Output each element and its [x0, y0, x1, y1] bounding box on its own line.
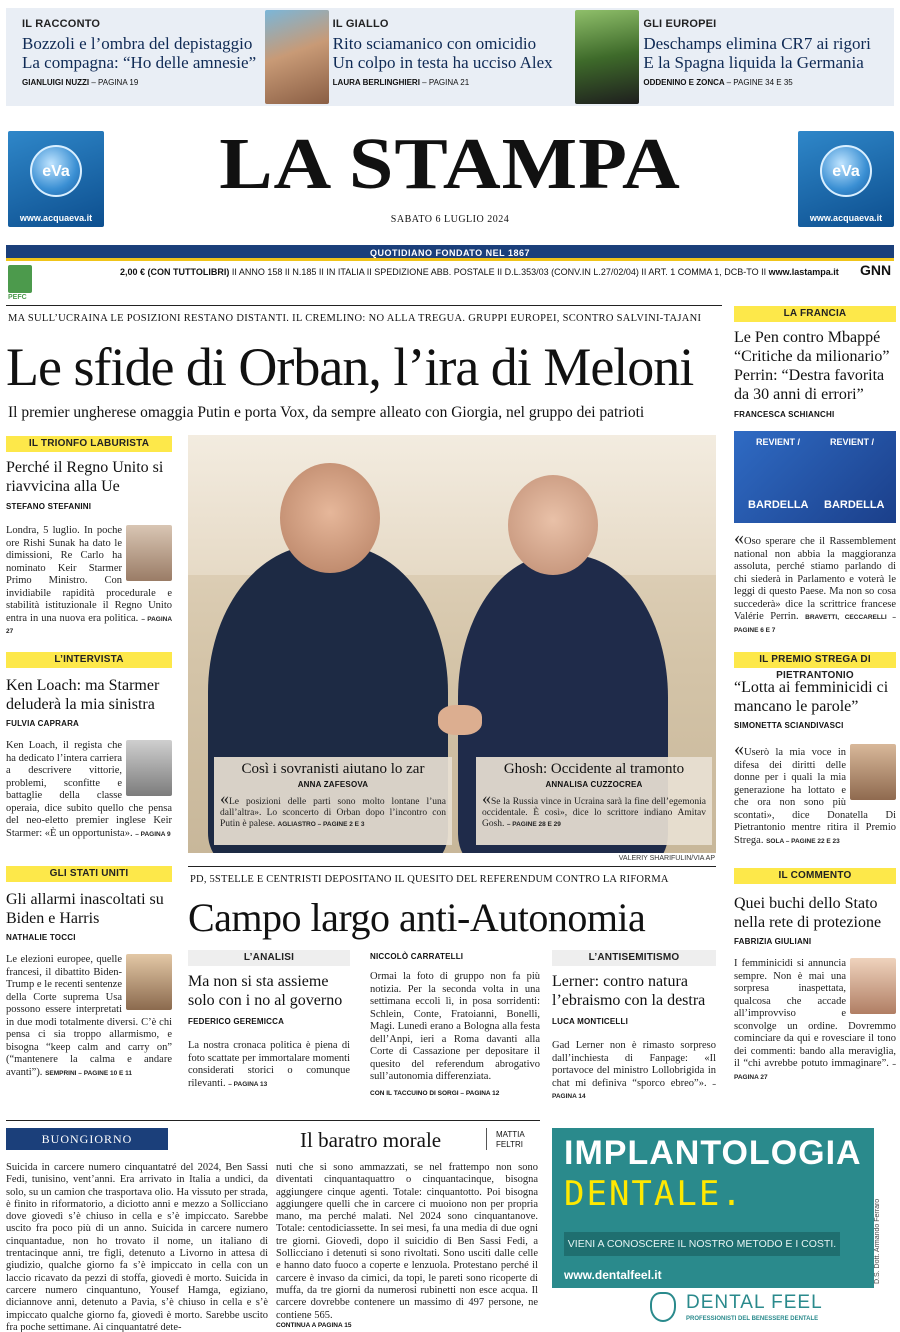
founded-bar: QUOTIDIANO FONDATO NEL 1867: [6, 245, 894, 261]
divider: [6, 1120, 540, 1121]
lead-headline[interactable]: Le sfide di Orban, l’ira di Meloni: [6, 337, 694, 397]
section-label: IL TRIONFO LABURISTA: [6, 436, 172, 452]
campaign-poster-photo: [734, 431, 896, 523]
article-author: FULVIA CAPRARA: [6, 719, 80, 728]
issue-date: SABATO 6 LUGLIO 2024: [390, 214, 510, 225]
pefc-label: PEFC: [8, 294, 27, 301]
article-body: I femminicidi si annuncia sempre. Non è mai una sorpresa inaspettata, qualcosa che accade all’improvviso e sconvolge un ordine. Dovremmo cominciare da qui e rovesciare il tono dei commenti: bando alla meraviglia, il “chi avrebbe potuto immaginare”. – PAGINA 27: [734, 958, 896, 1081]
section-label: L’INTERVISTA: [6, 652, 172, 668]
teaser-photo: [575, 10, 639, 104]
ad-doctor: D.S. Dott. Armando Ferraro: [874, 1198, 881, 1284]
article-author: FABRIZIA GIULIANI: [734, 937, 812, 946]
teaser-giallo[interactable]: [273, 8, 584, 106]
analisi-article[interactable]: [188, 950, 350, 1090]
article-author: NICCOLÒ CARRATELLI: [370, 952, 464, 961]
pefc-logo-icon: [8, 265, 32, 293]
teaser-strip: [6, 8, 894, 106]
putin-head: [508, 475, 598, 575]
section-label: IL PREMIO STREGA DI PIETRANTONIO: [734, 652, 896, 668]
article-body: «Userò la mia voce in difesa dei diritti delle donne per i quali la mia generazione ha lottato e che ora non sono più scontati», dice Donatella Di Pietrantonio mentre ritira il Premio Strega. SOLA – PAGINE 22 E 23: [734, 738, 896, 846]
article-title: Perché il Regno Unito si riavvicina alla Ue: [6, 459, 164, 495]
article-body: Londra, 5 luglio. In poche ore Rishi Sunak ha dato le dimissioni, Re Carlo ha nominato Keir Starmer Primo Ministro. Con invidiabile rapidità procedurale e stabilità istituzionale il Regno Unito entra in una nuova era politica. – PAGINA 27: [6, 525, 173, 635]
article-body: La nostra cronaca politica è piena di foto scattate per immortalare momenti considerati storici o comunque rilevanti. – PAGINA 13: [188, 1040, 350, 1089]
article-author: STEFANO STEFANINI: [6, 502, 92, 511]
article-body: Le elezioni europee, quelle francesi, il dibattito Biden-Trump e le recenti sentenze della Corte suprema Usa possono essere interpretati in due modi totalmente diversi. C’è chi pensa ci sia troppo allarmismo, e bisogna “keep calm and carry on” (“mantenere la calma e andare avanti”). SEMPRINI – PAGINE 10 E 11: [6, 954, 172, 1078]
buongiorno-col1: Suicida in carcere numero cinquantatré del 2024, Ben Sassi Fedi, tunisino, vent’anni. Era arrivato in Italia a undici, da solo, su un camion che trasportava olio. Ha vissuto per strada, è finito in riformatorio, a diciotto anni e mezzo a Sollicciano dove giovedì s’è chiuso in cella e s’è impiccato. Sarebbe uscito fra poco più di un anno. Suicida in carcere numero cinquantadue, non ho trovato il nome, un italiano di trentacinque anni, tre figli, detenuto a Livorno in attesa di giudizio, qualche giorno fa s’è impiccato in cella con un laccio ricavato da pezzi di stoffa, giovedì è morto. Suicida in carcere numero cinquantuno, Yousef Hamga, egiziano, diciannove anni, detenuto a Pavia, s’è chiuso in cella e s’è impiccato qualche giorno fa, giovedì è morto. Sarebbe uscito fra poche settimane. Ai cinquantatré dete-: [6, 1162, 268, 1332]
ad-url[interactable]: www.dentalfeel.it: [564, 1268, 662, 1282]
teaser-kicker: IL RACCONTO: [22, 18, 101, 30]
teaser-headline-1: Rito sciamanico con omicidio: [332, 34, 537, 53]
article-title: Quei buchi dello Stato nella rete di protezione: [734, 895, 882, 931]
teaser-headline-1: Bozzoli e l’ombra del depistaggio: [22, 34, 253, 53]
article-title: “Lotta ai femminicidi ci mancano le parole”: [734, 679, 889, 715]
right-article-3[interactable]: [734, 868, 896, 1083]
article-body: Ken Loach, il regista che ha dedicato l’intera carriera a descrivere vittorie, problemi, sconfitte e battaglie della classe operaia, dice subito quello che pensa del neo-eletto premier inglese Keir Starmer: «È un opportunista». – PAGINA 9: [6, 740, 172, 839]
antisemitismo-article[interactable]: [552, 950, 716, 1103]
teaser-headline-2: E la Spagna liquida la Germania: [643, 53, 864, 72]
poster-text: BARDELLA: [748, 499, 809, 511]
ad-brand: DENTAL FEEL: [686, 1292, 823, 1313]
issue-details: II ANNO 158 II N.185 II IN ITALIA II SPEDIZIONE ABB. POSTALE II D.L.353/03 (CONV.IN L.27/02/04) II ART. 1 COMMA 1, DCB-TO II: [231, 267, 767, 277]
site-link[interactable]: www.lastampa.it: [768, 267, 839, 277]
section-label: L’ANALISI: [188, 950, 350, 966]
section-label: GLI STATI UNITI: [6, 866, 172, 882]
teaser-byline: LAURA BERLINGHIERI – PAGINA 21: [332, 78, 470, 87]
teaser-racconto[interactable]: [6, 8, 273, 106]
article-title: Ma non si sta assieme solo con i no al governo: [188, 973, 343, 1009]
right-article-1[interactable]: [734, 306, 896, 636]
teaser-headline-2: Un colpo in testa ha ucciso Alex: [332, 53, 553, 72]
caption-title: Così i sovranisti aiutano lo zar: [241, 761, 425, 777]
buongiorno-title[interactable]: Il baratro morale: [300, 1128, 442, 1152]
orban-head: [280, 463, 380, 573]
second-headline[interactable]: Campo largo anti-Autonomia: [188, 895, 646, 940]
article-body: Gad Lerner non è rimasto sorpreso dall’inchiesta di Fanpage: «Il portavoce del ministro Lollobrigida in chat mi definiva “sporco ebreo”». – PAGINA 14: [552, 1040, 716, 1100]
divider: [188, 866, 716, 867]
photo-credit: VALERIY SHARIFULIN/VIA AP: [618, 855, 715, 862]
ad-cta[interactable]: VIENI A CONOSCERE IL NOSTRO METODO E I COSTI.: [564, 1232, 840, 1256]
article-author: LUCA MONTICELLI: [552, 1017, 629, 1026]
ad-eva-right[interactable]: [798, 131, 894, 227]
left-article-3[interactable]: [6, 866, 172, 1079]
author-photo: [850, 958, 896, 1014]
teaser-europei[interactable]: [583, 8, 894, 106]
ad-line1: IMPLANTOLOGIA: [564, 1134, 862, 1172]
left-article-1[interactable]: [6, 436, 172, 638]
photo-wall: [188, 435, 716, 575]
price: 2,00 € (CON TUTTOLIBRI): [120, 267, 230, 277]
caption-text: «Se la Russia vince in Ucraina sarà la fine dell’egemonia occidentale. È così», dice lo scrittore indiano Amitav Gosh. – PAGINE 28 E 29: [482, 788, 706, 829]
photo-caption-right[interactable]: [476, 757, 712, 845]
teaser-headline-2: La compagna: “Ho delle amnesie”: [22, 53, 257, 72]
section-label: L’ANTISEMITISMO: [552, 950, 716, 966]
author-photo: [126, 525, 172, 581]
author-photo: [126, 740, 172, 796]
teaser-kicker: IL GIALLO: [332, 18, 389, 30]
info-line: [120, 267, 840, 277]
masthead-logo[interactable]: LA STAMPA: [219, 123, 681, 205]
article-author: FEDERICO GEREMICCA: [188, 1017, 285, 1026]
ad-line2: DENTALE.: [564, 1174, 744, 1214]
article-page: CON IL TACCUINO DI SORGI – PAGINA 12: [370, 1089, 500, 1097]
caption-author: ANNA ZAFESOVA: [297, 780, 369, 789]
caption-title: Ghosh: Occidente al tramonto: [503, 761, 685, 777]
ad-eva-left[interactable]: [8, 131, 104, 227]
ad-dental[interactable]: [552, 1128, 894, 1328]
lead-subhead: Il premier ungherese omaggia Putin e porta Vox, da sempre alleato con Giorgia, nel gruppo dei patrioti: [8, 404, 645, 421]
teaser-byline: GIANLUIGI NUZZI – PAGINA 19: [22, 78, 139, 87]
left-article-2[interactable]: [6, 652, 172, 840]
ad-eva-brand: eVa: [42, 163, 70, 180]
ad-eva-url: www.acquaeva.it: [19, 213, 93, 223]
lead-photo[interactable]: [188, 435, 716, 853]
author-photo: [126, 954, 172, 1010]
buongiorno-author: MATTIA FELTRI: [496, 1130, 525, 1149]
poster-text: REVIENT /: [830, 437, 875, 447]
article-body: «Oso sperare che il Rassemblement national non abbia la maggioranza assoluta, perché stiamo parlando di chi siederà in Parlamento e voterà le leggi di questo Paese. Ma non so cosa succederà» dice la scrittrice francese Valérie Perrin. BRAVETTI, CECCARELLI – PAGINE 6 E 7: [734, 527, 896, 634]
gnn-logo: GNN: [860, 262, 892, 278]
right-article-2[interactable]: [734, 652, 896, 847]
photo-caption-left[interactable]: [214, 757, 452, 845]
poster-text: REVIENT /: [756, 437, 801, 447]
teaser-photo: [265, 10, 329, 104]
divider: [486, 1128, 487, 1150]
second-overline: PD, 5STELLE E CENTRISTI DEPOSITANO IL QUESITO DEL REFERENDUM CONTRO LA RIFORMA: [190, 874, 669, 885]
ad-eva-brand: eVa: [832, 163, 860, 180]
buongiorno-col2: nuti che si sono ammazzati, se nel frattempo non sono diventati cinquantaquattro o cinquantacinque, bisogna aggiungere cinque agenti. Totale: cinquantotto. Poi bisogna aggiungere quelli che in carcere ci muoiono non per propria mano, ma perché malati. Nel 2024 sono cinquantanove. Totale: centodiciassette. In sei mesi, fa una media di due ogni tre giorni. Giovedì, dopo il suicidio di Ben Sassi Fedi, a Sollicciano i detenuti si sono rivoltati. Sono usciti dalle celle e hanno dato fuoco a coperte e lenzuola. Protestano perché il carcere è invaso da cimici, da topi, le pareti sono ricoperte di muffa, da tre giorni da numerosi rubinetti non esce acqua. Il carcere dovrebbe contenere un massimo di 497 persone, ne contiene 565.: [276, 1162, 538, 1321]
article-title: Ken Loach: ma Starmer deluderà la mia sinistra: [6, 677, 160, 713]
section-label: LA FRANCIA: [734, 306, 896, 322]
lead-overline: MA SULL’UCRAINA LE POSIZIONI RESTANO DISTANTI. IL CREMLINO: NO ALLA TREGUA. GRUPPI EUROPEI, SCONTRO SALVINI-TAJANI: [8, 313, 702, 324]
article-author: NATHALIE TOCCI: [6, 933, 76, 942]
section-label: IL COMMENTO: [734, 868, 896, 884]
buongiorno-label: BUONGIORNO: [6, 1128, 168, 1150]
article-title: Lerner: contro natura l’ebraismo con la destra: [552, 973, 706, 1009]
divider: [6, 305, 722, 306]
caption-text: «Le posizioni delle parti sono molto lontane l’una dall’altra». Lo sconcerto di Orban dopo l’incontro con Putin è palese. AGLIASTRO – PAGINE 2 E 3: [220, 788, 446, 829]
teaser-headline-1: Deschamps elimina CR7 ai rigori: [643, 34, 871, 53]
teaser-byline: ODDENINO E ZONCA – PAGINE 34 E 35: [643, 78, 793, 87]
teaser-kicker: GLI EUROPEI: [643, 18, 717, 30]
poster-text: BARDELLA: [824, 499, 885, 511]
handshake: [438, 705, 482, 735]
author-photo: [850, 744, 896, 800]
center-article[interactable]: [370, 950, 540, 1097]
article-body: Ormai la foto di gruppo non fa più notizia. Per la seconda volta in una settimana eccoli lì, in posa sorridenti: Schlein, Conte, Fratoianni, Bonelli, Magi. Lunedì erano a Bologna alla festa dell’Anpi, ieri a Roma davanti alla Corte di Cassazione per depositare il quesito del referendum abrogativo sull’autonomia differenziata.: [370, 971, 540, 1082]
caption-author: ANNALISA CUZZOCREA: [545, 780, 643, 789]
article-title: Gli allarmi inascoltati su Biden e Harris: [6, 891, 164, 927]
ad-tagline: PROFESSIONISTI DEL BENESSERE DENTALE: [686, 1316, 819, 1322]
tooth-icon: [650, 1292, 676, 1322]
article-title: Le Pen contro Mbappé “Critiche da milionario” Perrin: “Destra favorita da 30 anni di errori”: [734, 329, 890, 403]
continua: CONTINUA A PAGINA 15: [276, 1322, 352, 1329]
article-author: FRANCESCA SCHIANCHI: [734, 410, 835, 419]
ad-eva-url: www.acquaeva.it: [809, 213, 883, 223]
article-author: SIMONETTA SCIANDIVASCI: [734, 721, 844, 730]
